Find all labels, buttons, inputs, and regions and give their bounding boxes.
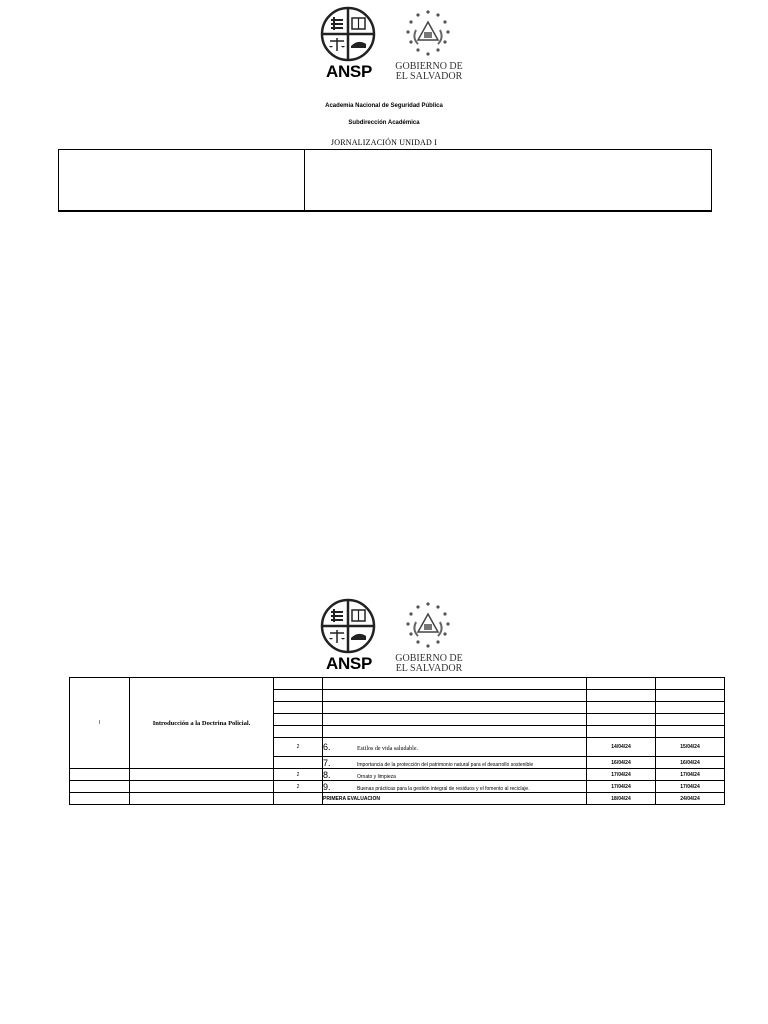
unit-number-cell	[70, 793, 130, 805]
page-title: JORNALIZACIÓN UNIDAD I	[330, 138, 438, 147]
table-row	[70, 793, 725, 805]
end-date-cell: 17/04/24	[656, 781, 725, 793]
end-date-cell: 16/04/24	[656, 757, 725, 769]
start-date-cell	[587, 702, 656, 714]
start-date-cell	[587, 690, 656, 702]
unit-number-cell	[70, 769, 130, 781]
hours-cell	[274, 793, 323, 805]
hours-cell: 2	[274, 738, 323, 757]
topic-number: 8.	[323, 769, 331, 780]
institution-name: Academia Nacional de Seguridad Pública	[325, 103, 443, 109]
subdirection-name: Subdirección Académica	[348, 120, 420, 126]
gobierno-logo-text	[394, 654, 464, 674]
hours-cell	[274, 678, 323, 690]
topic-cell	[323, 781, 587, 793]
hours-cell	[274, 714, 323, 726]
unit-number-cell: I	[70, 678, 130, 769]
start-date-cell	[587, 726, 656, 738]
topic-cell	[323, 702, 587, 714]
topic-cell	[323, 690, 587, 702]
gobierno-logo-text	[394, 62, 464, 82]
header-info-box	[58, 149, 712, 212]
hours-cell: 2	[274, 769, 323, 781]
hours-cell: 2	[274, 781, 323, 793]
gobierno-line-1: GOBIERNO DE	[395, 653, 463, 664]
ansp-logo	[318, 598, 380, 678]
unit-name-cell	[130, 793, 274, 805]
end-date-cell	[656, 690, 725, 702]
ansp-logo-text: ANSP	[325, 62, 373, 81]
header-box-divider	[304, 150, 305, 210]
evaluation-label: PRIMERA EVALUACION	[323, 795, 380, 802]
end-date-cell: 15/04/24	[656, 738, 725, 757]
topic-cell	[323, 757, 587, 769]
end-date-cell	[656, 702, 725, 714]
page2-logos	[318, 598, 468, 678]
unit-number-cell	[70, 781, 130, 793]
unit-name-cell	[130, 769, 274, 781]
topic-text: Ornato y limpieza	[357, 773, 396, 780]
start-date-cell	[587, 714, 656, 726]
unit-name-cell: Introducción a la Doctrina Policial.	[130, 678, 274, 769]
table-row	[70, 781, 725, 793]
start-date-cell: 18/04/24	[587, 793, 656, 805]
topic-number: 7.	[323, 757, 331, 768]
hours-cell	[274, 726, 323, 738]
ansp-logo	[318, 6, 380, 86]
topic-cell	[323, 769, 587, 781]
start-date-cell: 16/04/24	[587, 757, 656, 769]
topic-text: Importancia de la protección del patrimonio natural para el desarrollo sostenible	[357, 761, 534, 768]
topic-number: 9.	[323, 781, 331, 792]
gobierno-line-2: EL SALVADOR	[395, 71, 463, 82]
hours-cell	[274, 690, 323, 702]
topic-number: 6.	[323, 742, 331, 752]
end-date-cell: 17/04/24	[656, 769, 725, 781]
topic-cell	[323, 678, 587, 690]
gobierno-line-1: GOBIERNO DE	[395, 61, 463, 72]
topic-text: Estilos de vida saludable.	[357, 746, 418, 752]
header-logos	[318, 6, 468, 86]
schedule-table	[69, 677, 725, 805]
topic-cell	[323, 726, 587, 738]
unit-name-cell	[130, 781, 274, 793]
end-date-cell: 24/04/24	[656, 793, 725, 805]
start-date-cell: 17/04/24	[587, 769, 656, 781]
table-row	[70, 769, 725, 781]
el-salvador-seal-icon	[398, 600, 458, 652]
end-date-cell	[656, 726, 725, 738]
hours-cell	[274, 702, 323, 714]
start-date-cell: 14/04/24	[587, 738, 656, 757]
end-date-cell	[656, 678, 725, 690]
topic-cell	[323, 714, 587, 726]
evaluation-cell	[323, 793, 587, 805]
el-salvador-seal-icon	[398, 8, 458, 60]
table-row	[70, 678, 725, 690]
start-date-cell: 17/04/24	[587, 781, 656, 793]
topic-text: Buenas prácticas para la gestión integral de residuos y el fomento al reciclaje.	[357, 785, 530, 792]
end-date-cell	[656, 714, 725, 726]
gobierno-line-2: EL SALVADOR	[395, 663, 463, 674]
start-date-cell	[587, 678, 656, 690]
topic-cell	[323, 738, 587, 757]
ansp-logo-text: ANSP	[325, 654, 373, 673]
ansp-emblem-icon	[320, 598, 376, 654]
ansp-emblem-icon	[320, 6, 376, 62]
hours-cell	[274, 757, 323, 769]
